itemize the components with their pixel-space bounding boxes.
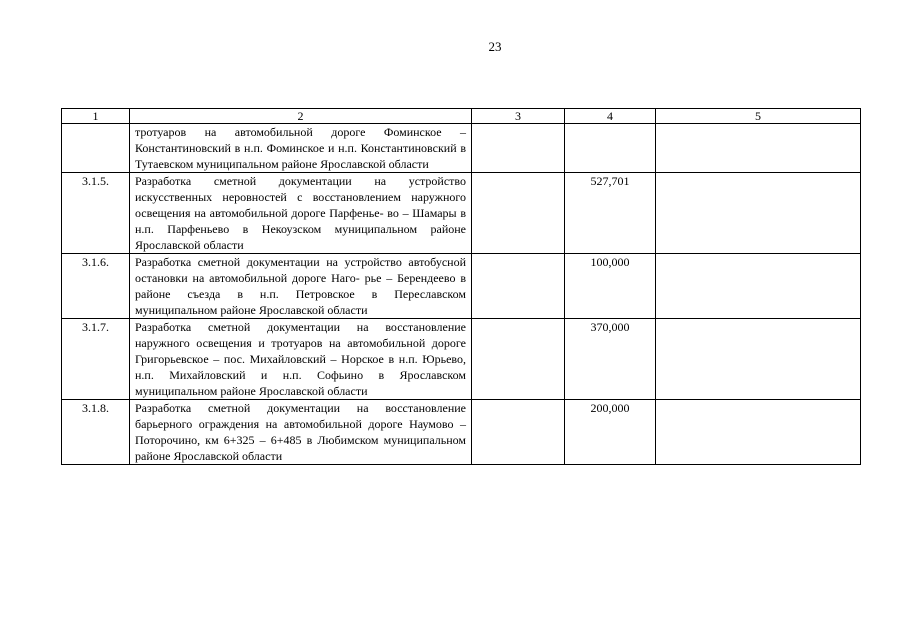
row-col5	[656, 400, 861, 465]
row-amount: 527,701	[565, 173, 656, 254]
row-description: Разработка сметной документации на устройство автобусной остановки на автомобильной дороге Наго- рье – Берендеево в районе съезда в н.п. Петровское в Переславском муниципальном районе Ярославской области	[130, 254, 472, 319]
header-col-5: 5	[656, 109, 861, 124]
row-number: 3.1.8.	[62, 400, 130, 465]
header-col-2: 2	[130, 109, 472, 124]
row-col3	[472, 124, 565, 173]
row-number	[62, 124, 130, 173]
table-header-row	[62, 109, 861, 124]
row-col3	[472, 173, 565, 254]
estimate-table	[61, 108, 861, 465]
header-col-4: 4	[565, 109, 656, 124]
row-description: Разработка сметной документации на восстановление наружного освещения и тротуаров на автомобильной дороге Григорьевское – пос. Михайловский – Норское в н.п. Юрьево, н.п. Михайловский и н.п. Софьино в Ярославском муниципальном районе Ярославской области	[130, 319, 472, 400]
row-col5	[656, 254, 861, 319]
row-col5	[656, 124, 861, 173]
row-col3	[472, 319, 565, 400]
table-row	[62, 254, 861, 319]
table-row	[62, 400, 861, 465]
row-description: Разработка сметной документации на восстановление барьерного ограждения на автомобильной дороге Наумово – Поторочино, км 6+325 – 6+485 в Любимском муниципальном районе Ярославской области	[130, 400, 472, 465]
header-col-3: 3	[472, 109, 565, 124]
table-row	[62, 173, 861, 254]
row-amount: 370,000	[565, 319, 656, 400]
row-col5	[656, 319, 861, 400]
table-row	[62, 319, 861, 400]
row-description: тротуаров на автомобильной дороге Фоминское – Константиновский в н.п. Фоминское и н.п. Константиновский в Тутаевском муниципальном районе Ярославской области	[130, 124, 472, 173]
row-amount	[565, 124, 656, 173]
row-number: 3.1.6.	[62, 254, 130, 319]
row-amount: 100,000	[565, 254, 656, 319]
row-col3	[472, 254, 565, 319]
row-amount: 200,000	[565, 400, 656, 465]
row-number: 3.1.7.	[62, 319, 130, 400]
page-number: 23	[488, 39, 502, 54]
table-row	[62, 124, 861, 173]
row-col5	[656, 173, 861, 254]
row-col3	[472, 400, 565, 465]
header-col-1: 1	[62, 109, 130, 124]
row-number: 3.1.5.	[62, 173, 130, 254]
row-description: Разработка сметной документации на устройство искусственных неровностей с восстановлением наружного освещения на автомобильной дороге Парфенье- во – Шамары в н.п. Парфеньево в Некоузском муниципальном районе Ярославской области	[130, 173, 472, 254]
